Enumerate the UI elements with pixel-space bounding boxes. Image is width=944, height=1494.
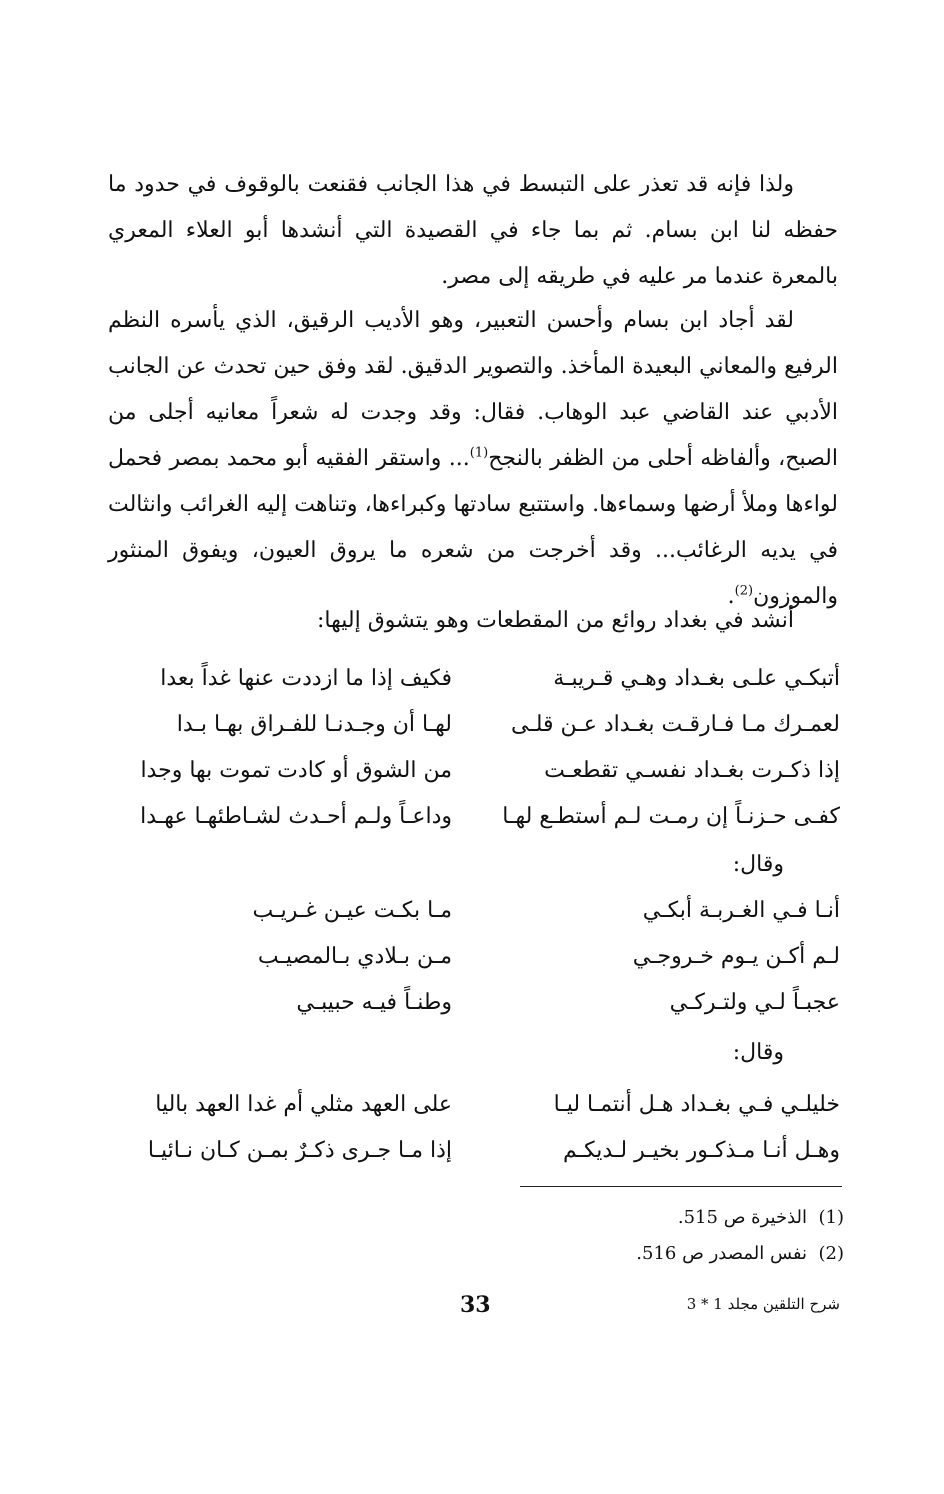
verse-first-hemistich: لـم أكـن يـوم خـروجـي [632, 944, 840, 969]
verse [108, 794, 840, 840]
footnote-ref-2[interactable]: (2) [734, 583, 754, 599]
poem-intro-text: أنشد في بغداد روائع من المقطعات وهو يتشوق إليها: [317, 608, 794, 633]
verse-second-hemistich: وطنـاً فيـه حبيبـي [296, 990, 452, 1015]
verse [108, 934, 840, 980]
verse-first-hemistich: وهـل أنـا مـذكـور بخيـر لـديكـم [563, 1138, 840, 1163]
paragraph-1-text: ولذا فإنه قد تعذر على التبسط في هذا الجانب فقنعت بالوقوف في حدود ما حفظه لنا ابن بسام. ثم بما جاء في القصيدة التي أنشدها أبو العلاء المعري بالمعرة عندما مر عليه في طريقه إلى مصر. [108, 172, 838, 289]
verse-second-hemistich: مـن بـلادي بـالمصيـب [257, 944, 452, 969]
verse-first-hemistich: إذا ذكـرت بغـداد نفسـي تقطعـت [544, 758, 840, 783]
verse-second-hemistich: وداعـاً ولـم أحـدث لشـاطئهـا عهـدا [140, 804, 452, 829]
verse-second-hemistich: لهـا أن وجـدنـا للفـراق بهـا بـدا [176, 712, 452, 737]
verse [108, 702, 840, 748]
qala-label-2: وقال: [732, 1040, 784, 1065]
paragraph-2-text-start: لقد أجاد ابن بسام وأحسن التعبير، وهو الأديب الرقيق، الذي يأسره النظم الرفيع والمعاني البعيدة المأخذ. والتصوير الدقيق. لقد وفق حين تحدث عن الجانب الأدبي عند القاضي عبد الوهاب. فقال: وقد وجدت له شعراً معانيه أجلى من الصبح، وألفاظه أحلى من الظفر بالنجح [108, 308, 839, 471]
verse-first-hemistich: لعمـرك مـا فـارقـت بغـداد عـن قلـى [510, 712, 840, 737]
poem-2 [108, 888, 840, 1026]
paragraph-2-text-end: . [727, 584, 735, 609]
verse-first-hemistich: أتبكـي علـى بغـداد وهـي قـريبـة [553, 666, 840, 691]
verse-first-hemistich: عجبـاً لـي ولتـركـي [669, 990, 840, 1015]
book-signature: شرح التلقين مجلد 1 * 3 [686, 1295, 840, 1313]
verse [108, 1128, 840, 1174]
footnote-text: نفس المصدر ص 516. [636, 1243, 808, 1264]
footnote-divider [520, 1186, 842, 1187]
footnote-marker: (2) [818, 1243, 844, 1264]
footnote-marker: (1) [818, 1207, 844, 1228]
qala-label-1: وقال: [732, 852, 784, 877]
verse-second-hemistich: فكيف إذا ما ازددت عنها غداً بعدا [160, 666, 452, 691]
paragraph-2-text-middle: ... واستقر الفقيه أبو محمد بمصر فحمل لواءها وملأ أرضها وسماءها. واستتبع سادتها وكبراءها، وتناهت إليه الغرائب وانثالت في يديه الرغائب... وقد أخرجت من شعره ما يروق العيون، ويفوق المنثور والموزون [108, 446, 838, 609]
verse [108, 980, 840, 1026]
verse-second-hemistich: مـا بكـت عيـن غـريـب [252, 898, 452, 923]
page-number: 33 [460, 1292, 491, 1318]
paragraph-1 [108, 162, 838, 300]
poem-intro-line [108, 598, 838, 644]
footnote-text: الذخيرة ص 515. [677, 1207, 808, 1228]
verse [108, 748, 840, 794]
footnote-item [636, 1200, 844, 1236]
verse-second-hemistich: من الشوق أو كادت تموت بها وجدا [140, 758, 452, 783]
verse-second-hemistich: على العهد مثلي أم غدا العهد باليا [155, 1092, 452, 1117]
footnote-ref-1[interactable]: (1) [469, 445, 489, 461]
verse-first-hemistich: خليلـي فـي بغـداد هـل أنتمـا ليـا [553, 1092, 840, 1117]
paragraph-2 [108, 298, 838, 620]
verse [108, 656, 840, 702]
verse [108, 1082, 840, 1128]
poem-3 [108, 1082, 840, 1174]
poem-1 [108, 656, 840, 840]
verse-second-hemistich: إذا مـا جـرى ذكـرٌ بمـن كـان نـائيـا [147, 1138, 452, 1163]
verse [108, 888, 840, 934]
verse-first-hemistich: أنـا فـي الغـربـة أبكـي [642, 898, 840, 923]
verse-first-hemistich: كفـى حـزنـاً إن رمـت لـم أستطـع لهـا [502, 804, 840, 829]
footnote-item [636, 1236, 844, 1272]
footnotes [636, 1200, 844, 1272]
